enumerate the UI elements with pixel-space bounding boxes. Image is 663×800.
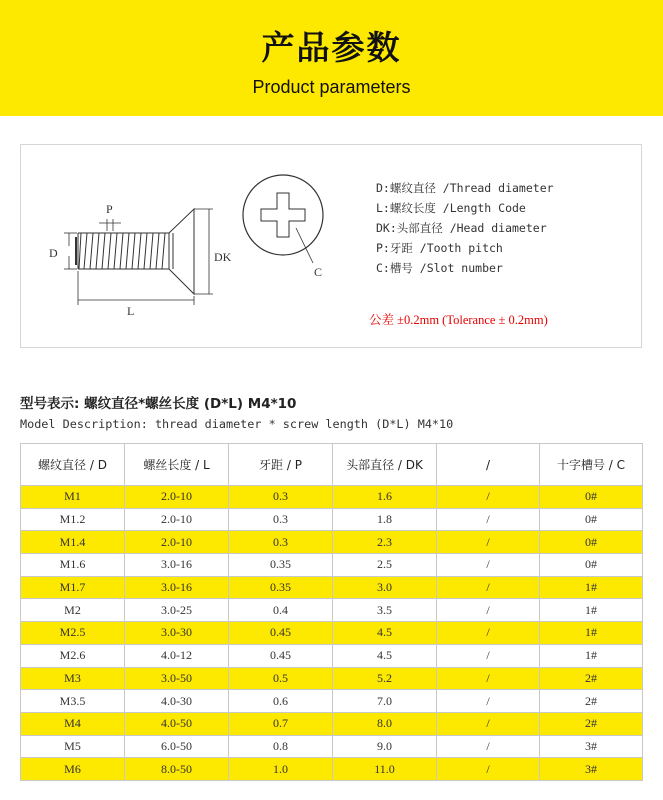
cell-slot-number: 1#	[540, 599, 643, 622]
dimension-legend	[376, 178, 554, 278]
tolerance-note: 公差 ±0.2mm (Tolerance ± 0.2mm)	[369, 313, 548, 327]
cell-pitch: 1.0	[229, 758, 333, 781]
cell-head-diameter: 4.5	[333, 622, 437, 645]
table-row	[21, 667, 643, 690]
header-screw-length: 螺丝长度 / L	[125, 444, 229, 486]
header-head-diameter: 头部直径 / DK	[333, 444, 437, 486]
legend-item: C:槽号 /Slot number	[376, 261, 503, 275]
cell-slot-number: 0#	[540, 554, 643, 577]
legend-item: L:螺纹长度 /Length Code	[376, 201, 526, 215]
cell-thread-diameter: M1.6	[21, 554, 125, 577]
cell-screw-length: 2.0-10	[125, 508, 229, 531]
cell-head-diameter: 9.0	[333, 735, 437, 758]
cell-screw-length: 4.0-30	[125, 690, 229, 713]
cell-head-diameter: 7.0	[333, 690, 437, 713]
cell-pitch: 0.7	[229, 712, 333, 735]
cell-head-diameter: 1.6	[333, 486, 437, 509]
cell-pitch: 0.8	[229, 735, 333, 758]
header-thread-diameter: 螺纹直径 / D	[21, 444, 125, 486]
cell-slot-number: 1#	[540, 644, 643, 667]
cell-pitch: 0.5	[229, 667, 333, 690]
cell-slash: /	[437, 712, 540, 735]
table-row	[21, 644, 643, 667]
spec-diagram-box	[20, 144, 642, 348]
cell-slash: /	[437, 576, 540, 599]
cell-head-diameter: 2.5	[333, 554, 437, 577]
cell-thread-diameter: M3.5	[21, 690, 125, 713]
cell-pitch: 0.3	[229, 486, 333, 509]
cell-thread-diameter: M2	[21, 599, 125, 622]
cell-slash: /	[437, 622, 540, 645]
table-row	[21, 599, 643, 622]
cell-slash: /	[437, 554, 540, 577]
label-d: D	[49, 246, 58, 260]
header-pitch: 牙距 / P	[229, 444, 333, 486]
cell-thread-diameter: M2.5	[21, 622, 125, 645]
cell-pitch: 0.45	[229, 644, 333, 667]
table-row	[21, 554, 643, 577]
cell-slot-number: 1#	[540, 622, 643, 645]
label-dk: DK	[214, 250, 232, 264]
cell-head-diameter: 11.0	[333, 758, 437, 781]
cell-pitch: 0.35	[229, 576, 333, 599]
cell-head-diameter: 2.3	[333, 531, 437, 554]
table-row	[21, 690, 643, 713]
cell-slot-number: 0#	[540, 531, 643, 554]
cell-pitch: 0.3	[229, 531, 333, 554]
cell-thread-diameter: M1.2	[21, 508, 125, 531]
cell-pitch: 0.4	[229, 599, 333, 622]
cell-pitch: 0.35	[229, 554, 333, 577]
cell-head-diameter: 3.5	[333, 599, 437, 622]
table-row	[21, 486, 643, 509]
header-banner	[0, 0, 663, 116]
cell-slash: /	[437, 486, 540, 509]
legend-item: P:牙距 /Tooth pitch	[376, 241, 503, 255]
cell-slash: /	[437, 690, 540, 713]
cell-slot-number: 2#	[540, 712, 643, 735]
cell-thread-diameter: M3	[21, 667, 125, 690]
cell-slot-number: 0#	[540, 508, 643, 531]
cell-thread-diameter: M1.7	[21, 576, 125, 599]
header-slot-number: 十字槽号 / C	[540, 444, 643, 486]
cell-screw-length: 3.0-50	[125, 667, 229, 690]
label-p: P	[106, 202, 113, 216]
table-row	[21, 758, 643, 781]
cell-head-diameter: 3.0	[333, 576, 437, 599]
cell-screw-length: 3.0-16	[125, 554, 229, 577]
table-row	[21, 531, 643, 554]
table-header-row	[21, 444, 643, 486]
cell-thread-diameter: M1	[21, 486, 125, 509]
table-row	[21, 622, 643, 645]
cell-head-diameter: 1.8	[333, 508, 437, 531]
cell-thread-diameter: M4	[21, 712, 125, 735]
cell-screw-length: 3.0-30	[125, 622, 229, 645]
cell-slash: /	[437, 644, 540, 667]
cell-screw-length: 2.0-10	[125, 486, 229, 509]
cell-screw-length: 3.0-16	[125, 576, 229, 599]
cell-screw-length: 2.0-10	[125, 531, 229, 554]
table-row	[21, 576, 643, 599]
cell-thread-diameter: M1.4	[21, 531, 125, 554]
cell-pitch: 0.45	[229, 622, 333, 645]
cell-pitch: 0.6	[229, 690, 333, 713]
cell-head-diameter: 8.0	[333, 712, 437, 735]
table-row	[21, 735, 643, 758]
table-body	[21, 486, 643, 781]
model-description: Model Description: thread diameter * screw length (D*L) M4*10	[20, 417, 454, 431]
cell-thread-diameter: M6	[21, 758, 125, 781]
screw-diagram	[21, 145, 371, 349]
parameter-table	[20, 443, 643, 781]
cell-slot-number: 2#	[540, 690, 643, 713]
cell-slot-number: 2#	[540, 667, 643, 690]
cell-slash: /	[437, 599, 540, 622]
cell-slash: /	[437, 735, 540, 758]
label-l: L	[127, 304, 135, 318]
label-c: C	[314, 265, 323, 279]
table-row	[21, 712, 643, 735]
cell-screw-length: 4.0-50	[125, 712, 229, 735]
table-row	[21, 508, 643, 531]
cell-head-diameter: 4.5	[333, 644, 437, 667]
cell-slash: /	[437, 508, 540, 531]
legend-item: DK:头部直径 /Head diameter	[376, 221, 547, 235]
page-subtitle: Product parameters	[252, 77, 411, 97]
legend-item: D:螺纹直径 /Thread diameter	[376, 181, 554, 195]
screw-thread	[76, 233, 169, 269]
header-slash: /	[437, 444, 540, 486]
cell-thread-diameter: M2.6	[21, 644, 125, 667]
cell-slot-number: 3#	[540, 758, 643, 781]
cell-slot-number: 3#	[540, 735, 643, 758]
cell-slash: /	[437, 758, 540, 781]
cell-screw-length: 6.0-50	[125, 735, 229, 758]
page-title: 产品参数	[261, 28, 402, 67]
cell-slash: /	[437, 531, 540, 554]
cell-slot-number: 1#	[540, 576, 643, 599]
cell-screw-length: 3.0-25	[125, 599, 229, 622]
cell-thread-diameter: M5	[21, 735, 125, 758]
cell-slot-number: 0#	[540, 486, 643, 509]
cell-pitch: 0.3	[229, 508, 333, 531]
cell-slash: /	[437, 667, 540, 690]
model-title: 型号表示: 螺纹直径*螺丝长度 (D*L) M4*10	[20, 396, 297, 412]
cell-screw-length: 8.0-50	[125, 758, 229, 781]
cell-screw-length: 4.0-12	[125, 644, 229, 667]
cell-head-diameter: 5.2	[333, 667, 437, 690]
